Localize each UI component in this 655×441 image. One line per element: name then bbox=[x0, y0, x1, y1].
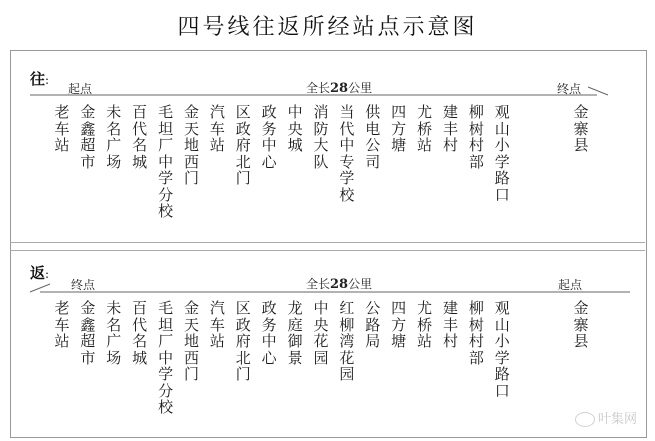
outbound-station: 建丰村 bbox=[442, 103, 458, 154]
outbound-station: 四方塘 bbox=[391, 103, 407, 154]
outbound-station: 老车站 bbox=[54, 103, 70, 154]
return-station: 区政府北门 bbox=[235, 299, 251, 383]
outbound-station: 金鑫超市 bbox=[80, 103, 96, 171]
outbound-start-label: 起点 bbox=[68, 82, 93, 96]
return-station: 红柳湾花园 bbox=[339, 299, 355, 383]
return-station: 百代名城 bbox=[132, 299, 148, 367]
outbound-station: 百代名城 bbox=[132, 103, 148, 171]
outbound-label: 往: bbox=[30, 70, 50, 88]
outbound-station: 未名广场 bbox=[106, 103, 122, 171]
return-label: 返: bbox=[30, 264, 50, 282]
return-station: 金鑫超市 bbox=[80, 299, 96, 367]
return-station: 汽车站 bbox=[209, 299, 225, 350]
return-station: 中央花园 bbox=[313, 299, 329, 367]
outbound-label-text: 往 bbox=[30, 70, 46, 88]
return-start-label: 终点 bbox=[71, 278, 96, 292]
return-label-text: 返 bbox=[30, 264, 46, 282]
outbound-station: 政务中心 bbox=[261, 103, 277, 171]
outbound-station: 区政府北门 bbox=[235, 103, 251, 187]
return-length-label: 全长28公里 bbox=[306, 277, 373, 292]
return-station: 毛坦厂中学分校 bbox=[158, 299, 174, 416]
outbound-station: 中央城 bbox=[287, 103, 303, 154]
return-station: 尤桥站 bbox=[417, 299, 433, 350]
outbound-station: 供电公司 bbox=[365, 103, 381, 171]
return-station: 公路局 bbox=[365, 299, 381, 350]
return-station: 四方塘 bbox=[391, 299, 407, 350]
outbound-station: 当代中专学校 bbox=[339, 103, 355, 204]
return-station: 未名广场 bbox=[106, 299, 122, 367]
watermark: 叶集网 bbox=[575, 408, 637, 427]
outbound-station: 消防大队 bbox=[313, 103, 329, 171]
return-station: 龙庭御景 bbox=[287, 299, 303, 367]
outbound-end-label: 终点 bbox=[557, 82, 582, 96]
return-station: 观山小学路口 bbox=[494, 299, 510, 400]
outbound-station: 汽车站 bbox=[209, 103, 225, 154]
outbound-station: 尤桥站 bbox=[417, 103, 433, 154]
wechat-icon bbox=[575, 412, 595, 427]
return-station: 建丰村 bbox=[442, 299, 458, 350]
return-station: 金天地西门 bbox=[183, 299, 199, 383]
return-station: 金寨县 bbox=[573, 299, 589, 350]
outbound-station: 毛坦厂中学分校 bbox=[158, 103, 174, 220]
return-station: 柳树村部 bbox=[468, 299, 484, 367]
return-station: 老车站 bbox=[54, 299, 70, 350]
outbound-station: 观山小学路口 bbox=[494, 103, 510, 204]
outbound-station: 柳树村部 bbox=[468, 103, 484, 171]
return-end-label: 起点 bbox=[558, 278, 583, 292]
outbound-station: 金寨县 bbox=[573, 103, 589, 154]
outbound-station: 金天地西门 bbox=[183, 103, 199, 187]
diagram-title: 四号线往返所经站点示意图 bbox=[177, 15, 478, 40]
outbound-length-label: 全长28公里 bbox=[306, 81, 373, 96]
return-station: 政务中心 bbox=[261, 299, 277, 367]
